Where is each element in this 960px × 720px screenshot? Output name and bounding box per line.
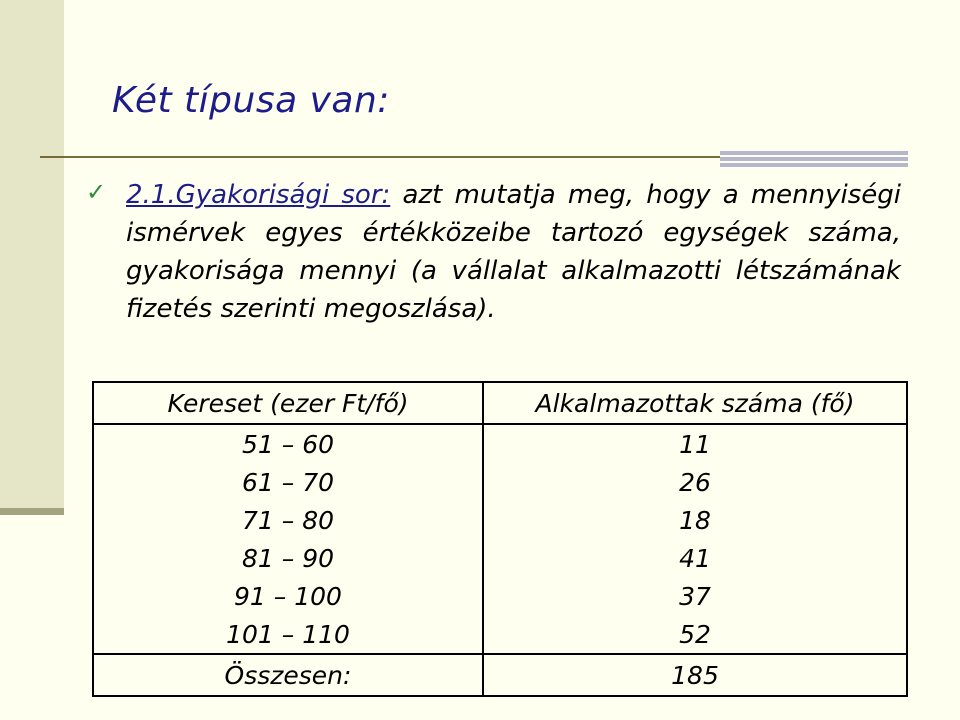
bullet-paragraph [126,176,901,328]
table-cell-range: 71 – 80 [93,501,483,539]
table-row [93,577,907,615]
title-divider-accent [720,151,908,167]
table-row [93,463,907,501]
table-cell-count: 18 [483,501,907,539]
table-cell-range: 91 – 100 [93,577,483,615]
table-cell-count: 41 [483,539,907,577]
table-cell-count: 11 [483,424,907,463]
table-total-value: 185 [483,654,907,696]
table-header-employees: Alkalmazottak száma (fő) [483,382,907,424]
title-divider [40,156,720,158]
table-header-row [93,382,907,424]
slide-title: Két típusa van: [112,80,390,121]
checkmark-bullet-icon: ✓ [86,178,107,206]
table-total-label: Összesen: [93,654,483,696]
table-cell-range: 101 – 110 [93,615,483,654]
table-row [93,501,907,539]
table-row [93,424,907,463]
table-cell-range: 51 – 60 [93,424,483,463]
table-cell-range: 81 – 90 [93,539,483,577]
frequency-table [92,381,908,697]
table-header-salary: Kereset (ezer Ft/fő) [93,382,483,424]
table-cell-count: 37 [483,577,907,615]
table-row [93,615,907,654]
left-decor-band [0,0,64,515]
left-decor-band-edge [0,508,64,515]
table-total-row [93,654,907,696]
table-cell-count: 52 [483,615,907,654]
table-cell-range: 61 – 70 [93,463,483,501]
table-cell-count: 26 [483,463,907,501]
bullet-text: azt mutatja meg, hogy a mennyiségi ismérvek egyes értékközeibe tartozó egységek száma, gyakorisága mennyi (a vállalat alkalmazotti létszámának fizetés szerinti megoszlása). [126,180,901,324]
bullet-term: 2.1.Gyakorisági sor: [126,180,391,210]
table-row [93,539,907,577]
